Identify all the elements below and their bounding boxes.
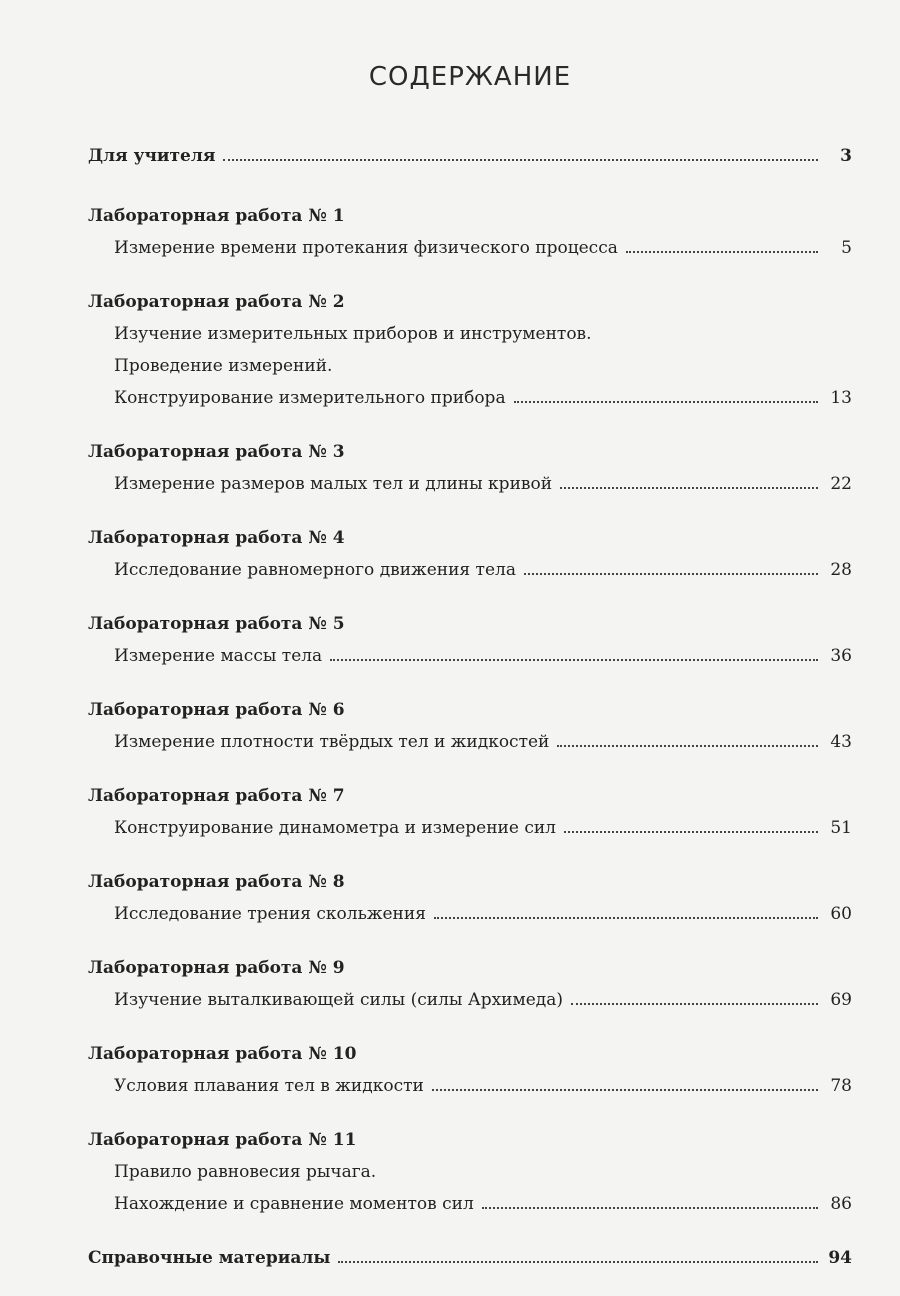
lab-heading: Лабораторная работа № 1	[88, 206, 345, 226]
lab-title-line: Исследование трения скольжения	[114, 904, 426, 924]
toc-entry-lab	[88, 608, 852, 672]
toc-page-number: 51	[830, 818, 852, 838]
lab-heading: Лабораторная работа № 10	[88, 1044, 357, 1064]
lab-title-line: Изучение измерительных приборов и инструментов.	[114, 324, 592, 344]
toc-page-number: 69	[830, 990, 852, 1010]
toc-page-number: 36	[830, 646, 852, 666]
lab-title-line: Измерение плотности твёрдых тел и жидкостей	[114, 732, 550, 752]
toc-page-number: 43	[830, 732, 852, 752]
dot-leader	[626, 251, 818, 253]
lab-title-line: Проведение измерений.	[114, 356, 333, 376]
toc-entry-teacher	[88, 140, 852, 172]
dot-leader	[564, 831, 818, 833]
dot-leader	[338, 1261, 818, 1263]
lab-heading: Лабораторная работа № 11	[88, 1130, 357, 1150]
toc-entry-lab	[88, 436, 852, 500]
dot-leader	[330, 659, 818, 661]
lab-heading: Лабораторная работа № 4	[88, 528, 345, 548]
toc-entry-lab	[88, 694, 852, 758]
toc-page-number: 86	[830, 1194, 852, 1214]
lab-heading: Лабораторная работа № 7	[88, 786, 345, 806]
lab-title-line: Исследование равномерного движения тела	[114, 560, 516, 580]
toc-entry-lab	[88, 522, 852, 586]
lab-title-line: Измерение размеров малых тел и длины кривой	[114, 474, 553, 494]
toc-page-number: 3	[840, 146, 852, 166]
lab-heading: Лабораторная работа № 5	[88, 614, 345, 634]
toc-page-number: 94	[828, 1248, 852, 1268]
toc-entry-lab	[88, 200, 852, 264]
lab-title-line: Условия плавания тел в жидкости	[114, 1076, 424, 1096]
lab-heading: Лабораторная работа № 2	[88, 292, 345, 312]
lab-heading: Лабораторная работа № 8	[88, 872, 345, 892]
lab-title-line: Измерение массы тела	[114, 646, 323, 666]
lab-heading: Лабораторная работа № 3	[88, 442, 345, 462]
dot-leader	[571, 1003, 818, 1005]
toc-page-number: 13	[830, 388, 852, 408]
toc-entry-lab	[88, 866, 852, 930]
toc-entry-lab	[88, 952, 852, 1016]
toc-entry-lab	[88, 1038, 852, 1102]
toc-page-number: 5	[841, 238, 852, 258]
lab-title-line: Конструирование измерительного прибора	[114, 388, 506, 408]
dot-leader	[514, 401, 818, 403]
lab-title-line: Конструирование динамометра и измерение сил	[114, 818, 556, 838]
toc-entry-lab	[88, 1124, 852, 1220]
toc-page-number: 28	[830, 560, 852, 580]
toc-label: Справочные материалы	[88, 1248, 331, 1268]
toc-entry-references	[88, 1242, 852, 1274]
toc-label: Для учителя	[88, 146, 216, 166]
dot-leader	[557, 745, 818, 747]
lab-heading: Лабораторная работа № 6	[88, 700, 345, 720]
lab-title-line: Нахождение и сравнение моментов сил	[114, 1194, 474, 1214]
toc-entry-lab	[88, 780, 852, 844]
lab-list	[88, 200, 852, 1220]
dot-leader	[524, 573, 818, 575]
toc-page-number: 22	[830, 474, 852, 494]
dot-leader	[482, 1207, 818, 1209]
lab-heading: Лабораторная работа № 9	[88, 958, 345, 978]
toc-page-number: 78	[830, 1076, 852, 1096]
lab-title-line: Правило равновесия рычага.	[114, 1162, 377, 1182]
table-of-contents	[88, 140, 852, 1296]
toc-entry-lab	[88, 286, 852, 414]
page-title: СОДЕРЖАНИЕ	[368, 62, 572, 92]
dot-leader	[432, 1089, 818, 1091]
dot-leader	[560, 487, 818, 489]
toc-page-number: 60	[830, 904, 852, 924]
lab-title-line: Изучение выталкивающей силы (силы Архимеда)	[114, 990, 564, 1010]
lab-title-line: Измерение времени протекания физического процесса	[114, 238, 618, 258]
dot-leader	[434, 917, 818, 919]
dot-leader	[223, 159, 818, 161]
